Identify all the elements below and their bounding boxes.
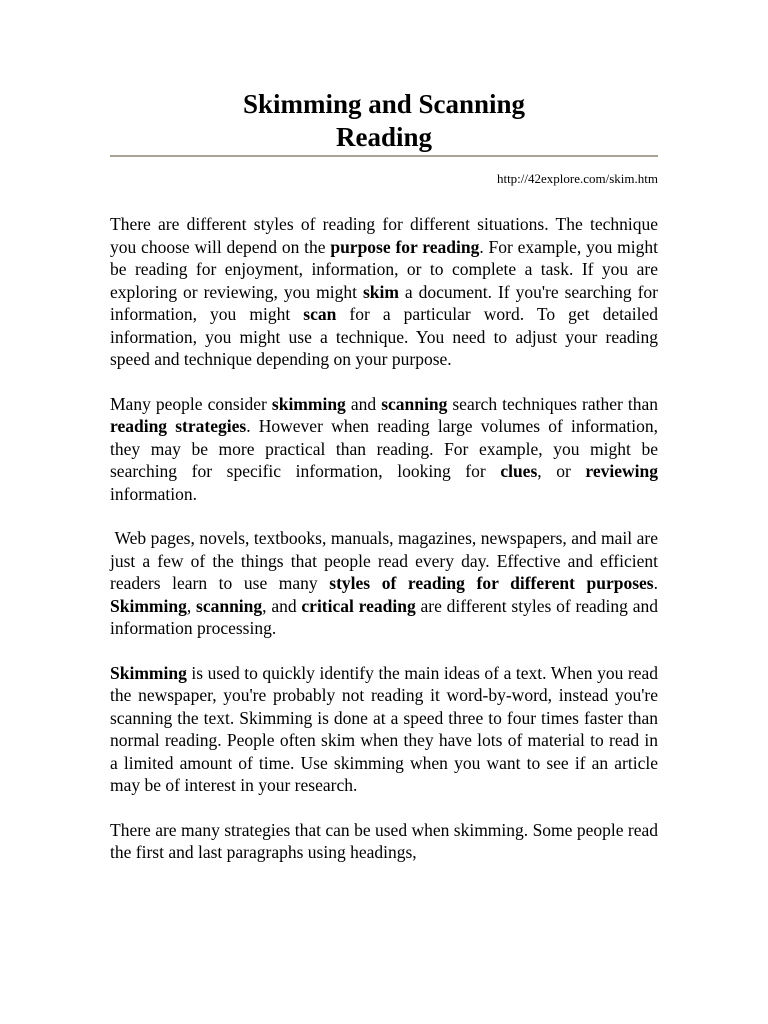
- text-run: , or: [537, 461, 586, 481]
- page-title: [110, 88, 658, 154]
- bold-term: reviewing: [585, 461, 658, 481]
- text-run: , and: [262, 595, 302, 616]
- paragraph-5: [110, 819, 658, 864]
- title-divider: [110, 155, 658, 157]
- paragraph-1: [110, 213, 658, 371]
- bold-term: skim: [362, 281, 399, 302]
- bold-term: scan: [303, 304, 337, 324]
- bold-term: scanning: [381, 393, 448, 414]
- body-text: [110, 213, 658, 886]
- text-run: Many people consider: [110, 393, 272, 414]
- text-run: for a particular word. To get detailed information, you might use a technique. You need to adjust your reading speed and technique depending on your purpose.: [110, 304, 658, 369]
- text-run: are different styles of reading and information processing.: [110, 595, 658, 638]
- text-run: Web pages, novels, textbooks, manuals, magazines, newspapers, and mail are just a few of the things that people read every day. Effective and efficient readers learn to use many: [110, 528, 658, 593]
- bold-term: reading strategies: [110, 416, 247, 436]
- text-run: a document. If you're searching for information, you might: [110, 281, 658, 324]
- paragraph-4: [110, 662, 658, 797]
- bold-term: styles of reading for different purposes: [329, 573, 654, 593]
- bold-term: skimming: [271, 393, 346, 414]
- text-run: is used to quickly identify the main ideas of a text. When you read the newspaper, you're probably not reading it word-by-word, instead you're scanning the text. Skimming is done at a speed three to four times faster than normal reading. People often skim when they have lots of material to read in a limited amount of time. Use skimming when you want to see if an article may be of interest in your research.: [110, 662, 658, 795]
- bold-term: scanning: [196, 595, 263, 616]
- bold-term: clues: [500, 461, 538, 481]
- text-run: and: [345, 393, 382, 414]
- text-run: . However when reading large volumes of information, they may be more practical than reading. For example, you might be searching for specific information, looking for: [110, 416, 658, 481]
- text-run: There are many strategies that can be used when skimming. Some people read the first and last paragraphs using headings,: [110, 819, 658, 862]
- bold-term: Skimming: [110, 662, 187, 683]
- text-run: information.: [110, 483, 197, 504]
- bold-term: purpose for reading: [330, 236, 480, 257]
- title-line-1: Skimming and Scanning: [242, 89, 526, 119]
- text-run: There are different styles of reading for different situations. The technique you choose will depend on the: [110, 214, 658, 257]
- text-run: .: [653, 573, 658, 593]
- text-run: search techniques rather than: [447, 393, 658, 414]
- title-line-2: Reading: [335, 122, 433, 152]
- source-url: http://42explore.com/skim.htm: [496, 171, 658, 186]
- bold-term: Skimming: [110, 595, 187, 616]
- text-run: ,: [186, 595, 197, 616]
- paragraph-2: [110, 393, 658, 506]
- bold-term: critical reading: [301, 595, 416, 616]
- paragraph-3: [110, 527, 658, 640]
- text-run: . For example, you might be reading for enjoyment, information, or to complete a task. If you are exploring or reviewing, you might: [110, 236, 659, 302]
